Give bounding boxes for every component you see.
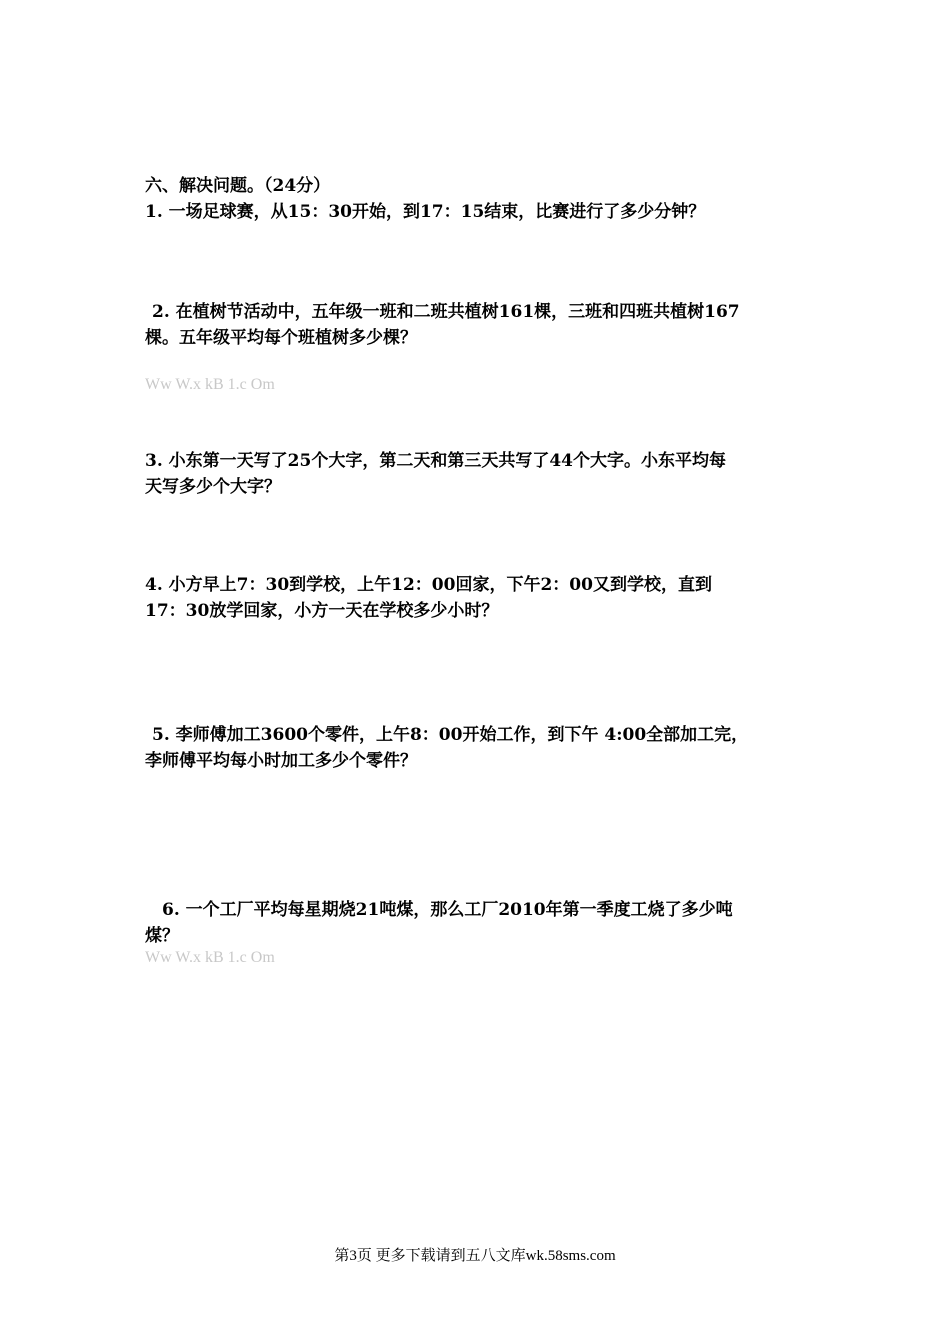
question-6-line-2: 煤？ [145,926,179,946]
watermark-2: Ww W.x kB 1.c Om [145,949,275,966]
question-5-line-1: 5. 李师傅加工3600个零件，上午8：00开始工作，到下午 4:00全部加工完， [152,725,749,745]
question-1-line-1: 1. 一场足球赛，从15：30开始，到17：15结束，比赛进行了多少分钟？ [145,202,706,222]
watermark-1: Ww W.x kB 1.c Om [145,376,275,393]
question-2-line-2: 棵。五年级平均每个班植树多少棵？ [145,328,417,348]
question-2-line-1: 2. 在植树节活动中，五年级一班和二班共植树161棵，三班和四班共植树167 [152,302,740,322]
question-3-line-2: 天写多少个大字？ [145,477,281,497]
question-3-line-1: 3. 小东第一天写了25个大字，第二天和第三天共写了44个大字。小东平均每 [145,451,726,471]
question-4-line-2: 17：30放学回家，小方一天在学校多少小时？ [145,601,499,621]
question-6-line-1: 6. 一个工厂平均每星期烧21吨煤，那么工厂2010年第一季度工烧了多少吨 [162,900,733,920]
question-5-line-2: 李师傅平均每小时加工多少个零件？ [145,751,417,771]
page-footer: 第3页 更多下载请到五八文库wk.58sms.com [334,1248,616,1264]
section-heading: 六、解决问题。（24分） [145,176,331,196]
question-4-line-1: 4. 小方早上7：30到学校，上午12：00回家，下午2：00又到学校，直到 [145,575,712,595]
